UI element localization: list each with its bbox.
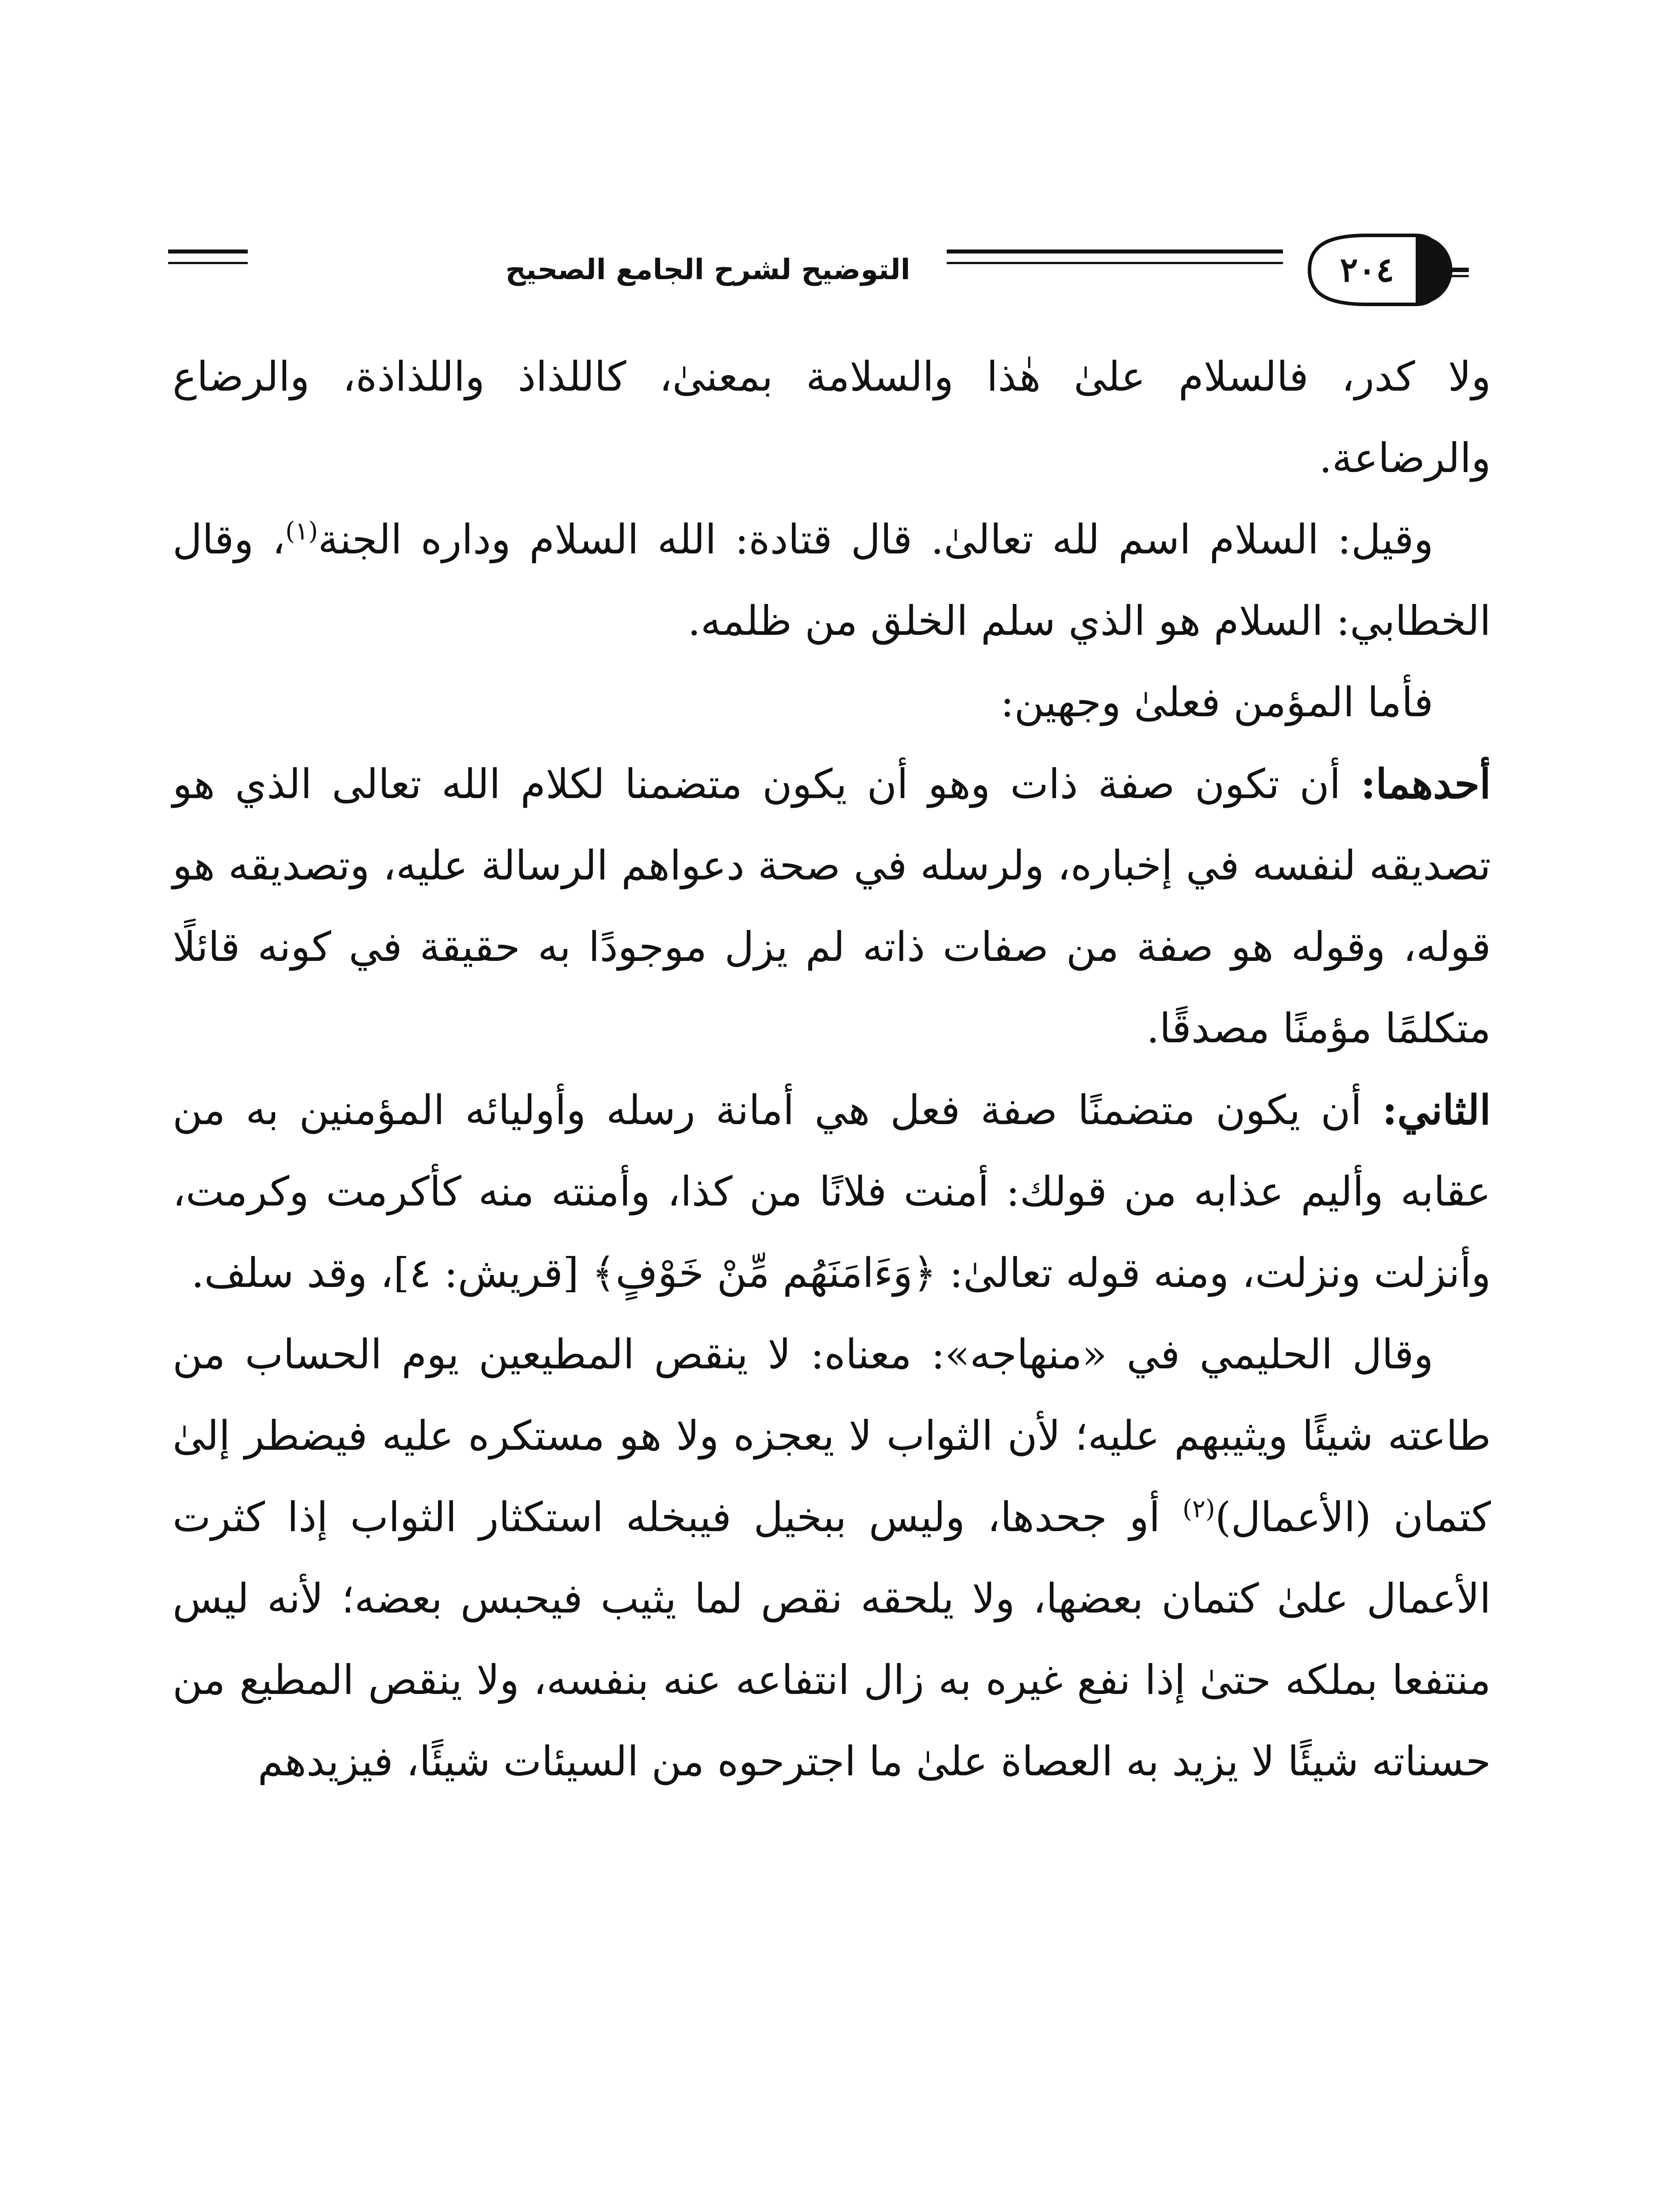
paragraph [173, 1069, 1491, 1314]
main-text [173, 336, 1491, 1802]
paragraph-text: ، وقال الخطابي: السلام هو الذي سلم الخلق من ظلمه. [173, 516, 1491, 645]
paragraph [173, 743, 1491, 1069]
section-label: الثاني: [1382, 1086, 1491, 1134]
paragraph-text: وقال الحليمي في «منهاجه»: معناه: لا ينقص المطيعين يوم الحساب من طاعته شيئًا ويثيبهم عليه؛ لأن الثواب لا يعجزه ولا هو مستكره عليه فيضطر إلىٰ كتمان (الأعمال) [173, 1331, 1491, 1541]
page-number: ٢٠٤ [1340, 250, 1394, 289]
header-rule-middle-thin [947, 262, 1283, 264]
page-number-frame [1283, 230, 1469, 310]
paragraph-text: فأما المؤمن فعلىٰ وجهين: [1000, 679, 1433, 726]
footnote-ref: (١) [285, 517, 318, 546]
paragraph [173, 499, 1491, 662]
paragraph [173, 1314, 1491, 1802]
paragraph-text: وقيل: السلام اسم لله تعالىٰ. قال قتادة: الله السلام وداره الجنة [318, 516, 1434, 563]
section-label: أحدهما: [1360, 760, 1491, 808]
paragraph-text: أن يكون متضمنًا صفة فعل هي أمانة رسله وأوليائه المؤمنين به من عقابه وأليم عذابه من قولك: أمنت فلانًا من كذا، وأمنته منه كأكرمت وكرمت، وأنزلت ونزلت، ومنه قوله تعالىٰ: ﴿وَءَامَنَهُم مِّنْ خَوْفٍ﴾ [قريش: ٤]، وقد سلف. [173, 1087, 1491, 1297]
header-rule-left-thin [168, 262, 248, 264]
paragraph [173, 336, 1491, 499]
paragraph [173, 662, 1491, 743]
footnote-ref: (٢) [1182, 1494, 1215, 1524]
running-header [168, 230, 1486, 319]
header-rule-middle [947, 250, 1283, 253]
header-rule-left [168, 250, 248, 253]
book-title: التوضيح لشرح الجامع الصحيح [505, 253, 910, 286]
paragraph-text: أن تكون صفة ذات وهو أن يكون متضمنا لكلام الله تعالى الذي هو تصديقه لنفسه في إخباره، ولرسله في صحة دعواهم الرسالة عليه، وتصديقه هو قوله، وقوله هو صفة من صفات ذاته لم يزل موجودًا به حقيقة في كونه قائلًا متكلمًا مؤمنًا مصدقًا. [173, 760, 1491, 1052]
paragraph-text: ولا كدر، فالسلام علىٰ هٰذا والسلامة بمعنىٰ، كاللذاذ واللذاذة، والرضاع والرضاعة. [173, 353, 1491, 482]
paragraph-text: أو جحدها، وليس ببخيل فيبخله استكثار الثواب إذا كثرت الأعمال علىٰ كتمان بعضها، ولا يلحقه نقص لما يثيب فيحبس بعضه؛ لأنه ليس منتفعا بملكه حتىٰ إذا نفع غيره به زال انتفاعه عنه بنفسه، ولا ينقص المطيع من حسناته شيئًا لا يزيد به العصاة علىٰ ما اجترحوه من السيئات شيئًا، فيزيدهم [173, 1494, 1491, 1785]
